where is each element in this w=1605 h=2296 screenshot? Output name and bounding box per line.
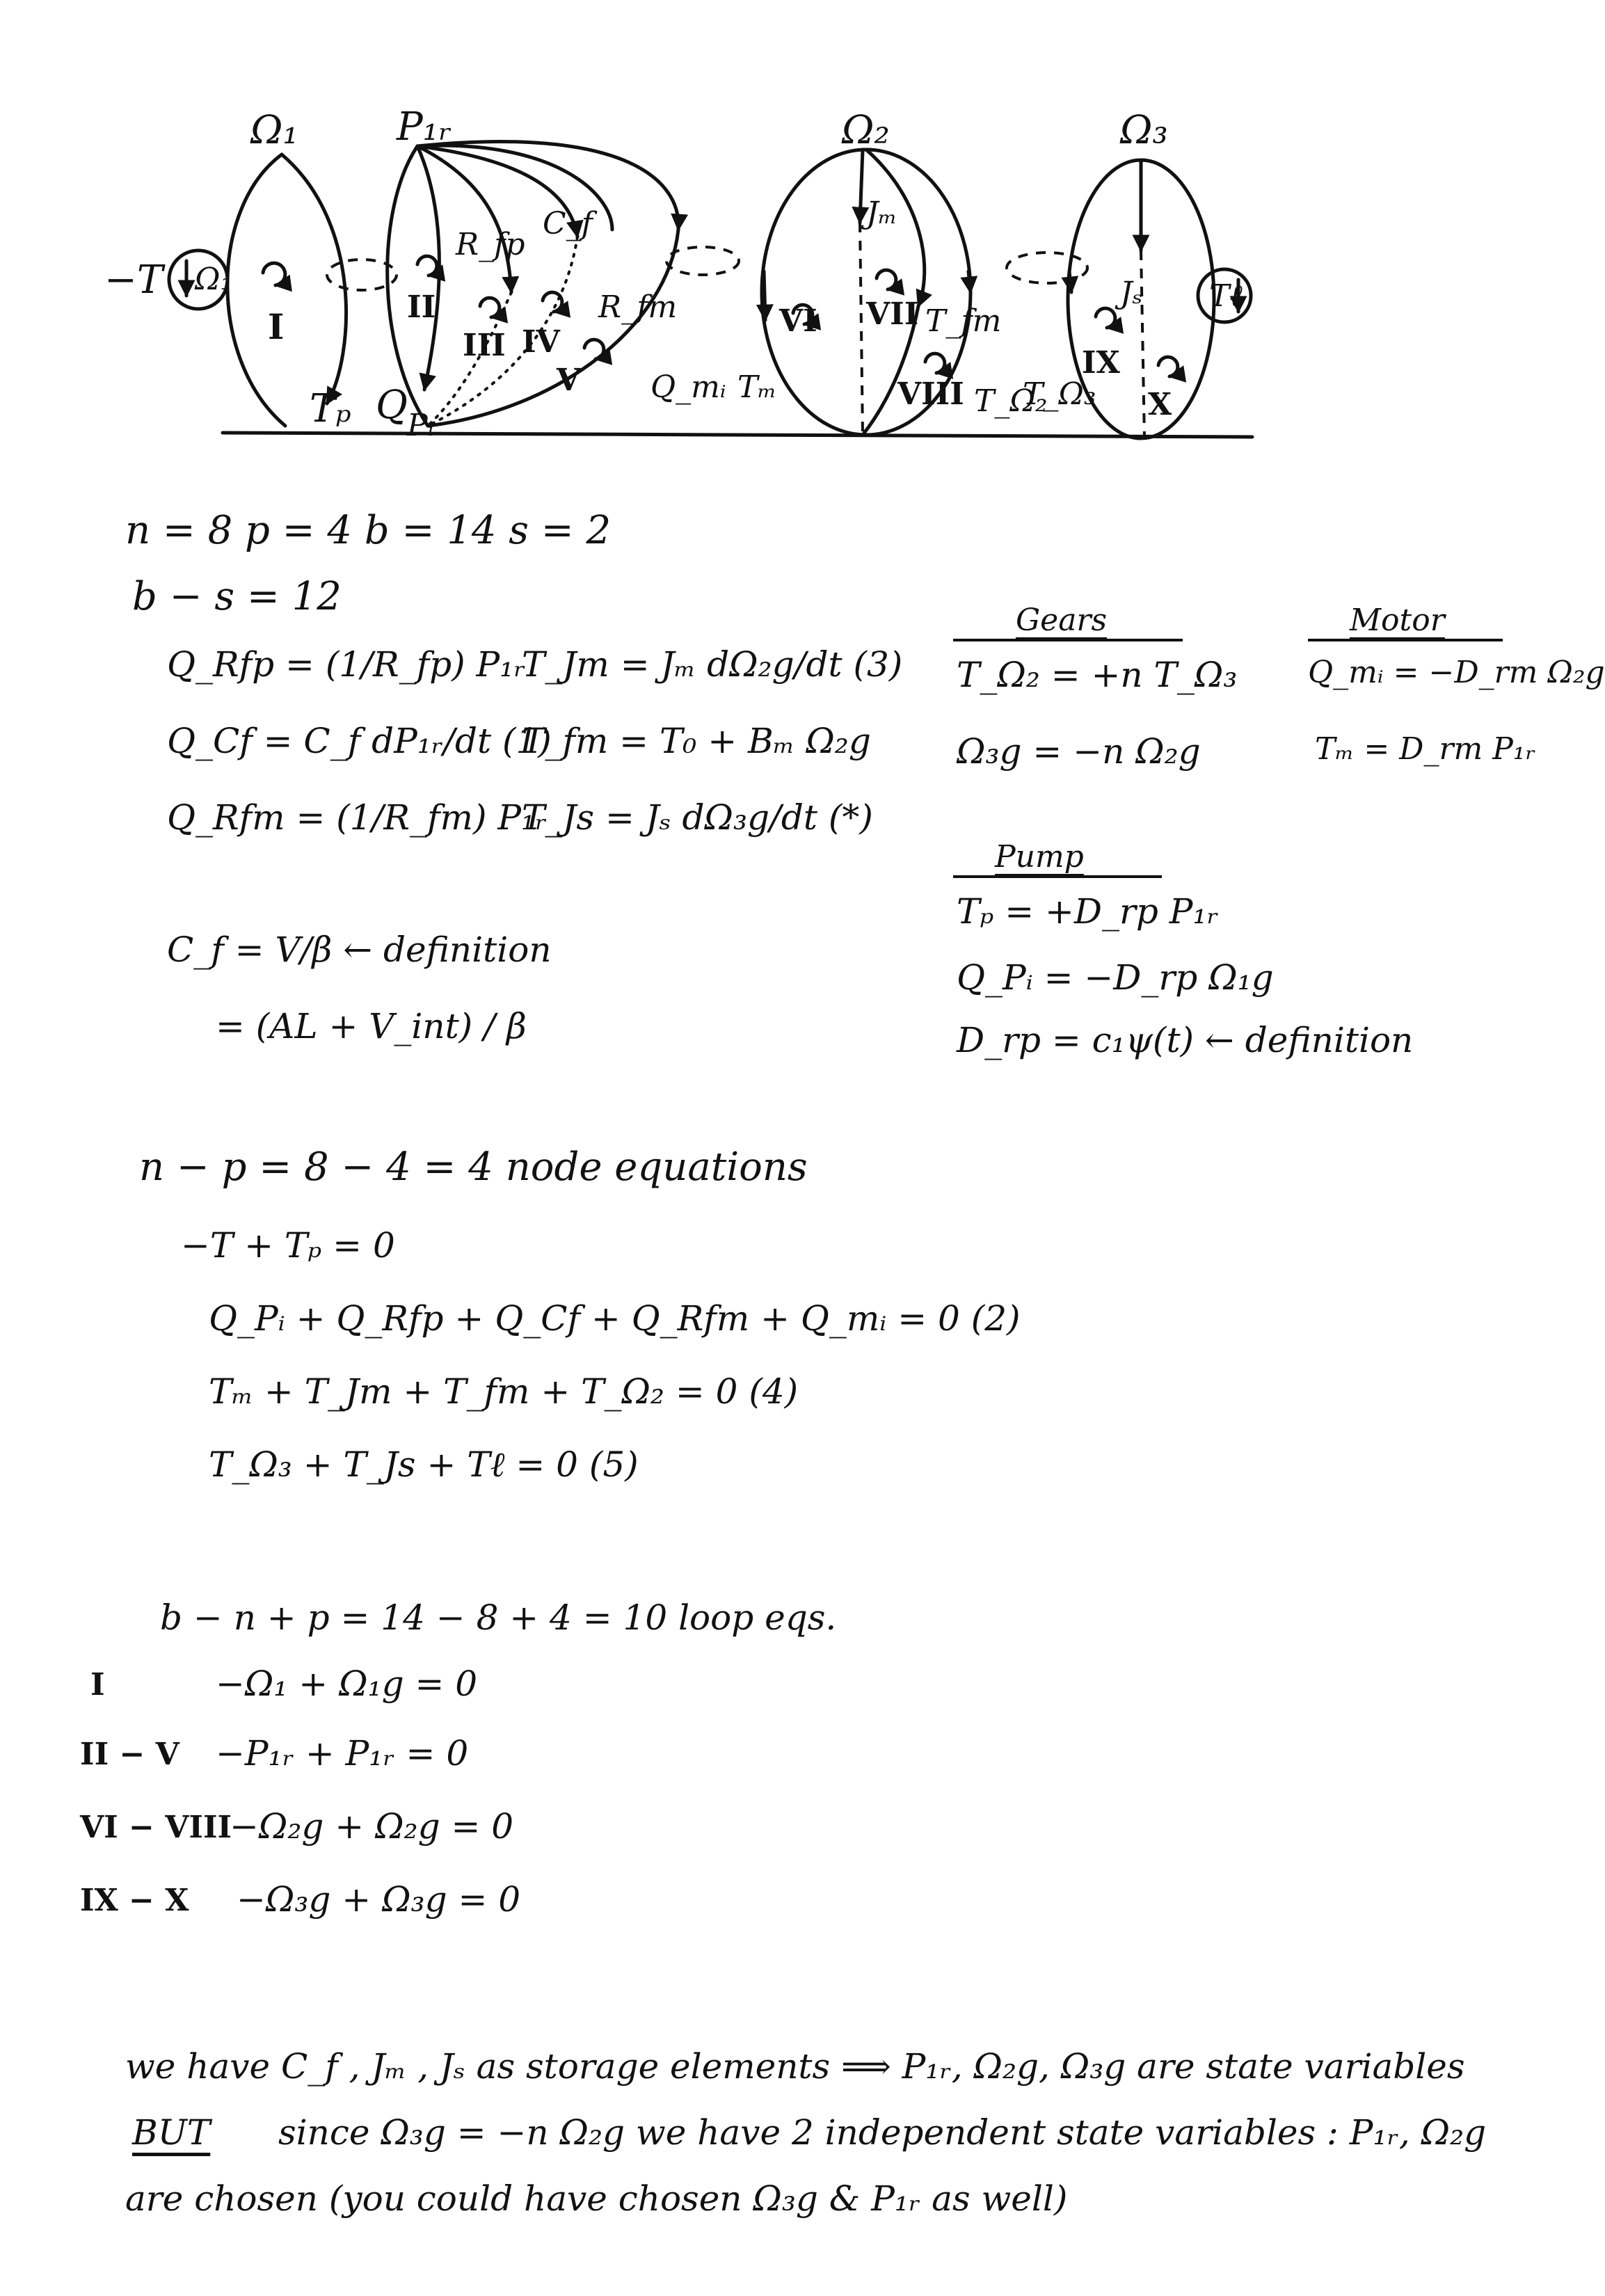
source-omega1-label: Ω₁ — [195, 262, 233, 297]
branch-rfm-label: R_fm — [598, 289, 678, 325]
motor-eq-1: Q_mᵢ = −D_rm Ω₂g — [1308, 655, 1605, 690]
branch-tp-label: Tₚ — [310, 386, 351, 431]
node-omega1-label: Ω₁ — [250, 108, 298, 153]
loop-5-label: V — [557, 362, 581, 398]
loop-1-label: I — [268, 306, 285, 347]
branch-source-omega1 — [227, 154, 285, 426]
branch-tomega3 — [1069, 271, 1071, 292]
node-eq-2: Q_Pᵢ + Q_Rfp + Q_Cf + Q_Rfm + Q_mᵢ = 0 (2) — [209, 1298, 1021, 1339]
branch-rfp-label: R_fp — [456, 227, 525, 262]
conclusion-line-3: are chosen (you could have chosen Ω₃g & P₁ᵣ as well) — [125, 2178, 1068, 2219]
pump-heading: Pump — [995, 839, 1084, 875]
eq-t-jm: T_Jm = Jₘ dΩ₂g/dt (3) — [522, 644, 903, 685]
branch-qmi-label: Q_mᵢ — [650, 369, 726, 405]
conclusion-line-1: we have C_f , Jₘ , Jₛ as storage elements ⟹ P₁ᵣ, Ω₂g, Ω₃g are state variables — [125, 2046, 1465, 2087]
conclusion-line-2: since Ω₃g = −n Ω₂g we have 2 independent state variables : P₁ᵣ, Ω₂g — [278, 2112, 1487, 2153]
node-p1r-label: P₁ᵣ — [397, 104, 452, 150]
gears-rule — [953, 639, 1183, 641]
loop-9-label: IX — [1082, 345, 1120, 381]
cf-def-line-2: = (AL + V_int) / β — [216, 1006, 527, 1046]
motor-heading: Motor — [1350, 603, 1445, 638]
pump-eq-1: Tₚ = +D_rp P₁ᵣ — [957, 891, 1219, 932]
loop-row-1-label: I — [90, 1667, 105, 1703]
loop-5-arrow — [584, 340, 604, 359]
loop-row-4-eq: −Ω₃g + Ω₃g = 0 — [237, 1879, 521, 1920]
branch-cf-label: C_f — [543, 206, 593, 241]
branch-qpi-sub-label: Pᵢ — [407, 408, 434, 443]
jm-return — [860, 223, 863, 435]
branch-tfm-label: T_fm — [925, 303, 1002, 339]
source-minus-t-label: −T — [104, 257, 163, 303]
branch-js-label: Jₛ — [1120, 276, 1143, 311]
branch-tp — [282, 154, 346, 404]
loop-7-label: VII — [866, 296, 919, 332]
eq-q-rfm: Q_Rfm = (1/R_fm) P₁ᵣ — [167, 797, 548, 838]
loop-8-label: VIII — [897, 376, 964, 412]
loop-3-label: III — [463, 328, 506, 363]
loop-row-3-eq: −Ω₂g + Ω₂g = 0 — [230, 1806, 514, 1847]
loop-row-1-eq: −Ω₁ + Ω₁g = 0 — [216, 1664, 478, 1704]
branch-tomega2-label: T_Ω₂ — [974, 383, 1048, 419]
branch-tomega3-label: T_Ω₃ — [1023, 376, 1096, 412]
loop-row-3-label: VI − VIII — [80, 1810, 232, 1845]
loop-10-arrow — [1158, 357, 1178, 376]
gear-coupling — [1007, 253, 1087, 283]
loop-3-arrow — [480, 298, 500, 317]
branch-jm — [860, 150, 863, 223]
eq-t-fm: T_fm = T₀ + Bₘ Ω₂g — [522, 721, 871, 761]
b-minus-s: b − s = 12 — [132, 574, 342, 619]
loop-row-4-label: IX − X — [80, 1883, 189, 1918]
loop-7-arrow — [877, 270, 896, 289]
eq-t-js: T_Js = Jₛ dΩ₃g/dt (*) — [522, 797, 873, 838]
loop-eq-heading: b − n + p = 14 − 8 + 4 = 10 loop eqs. — [160, 1597, 837, 1638]
loop-1-arrow — [263, 263, 285, 285]
node-omega3-label: Ω₃ — [1120, 108, 1168, 153]
node-eq-1: −T + Tₚ = 0 — [181, 1225, 395, 1266]
eq-q-rfp: Q_Rfp = (1/R_fp) P₁ᵣ — [167, 644, 526, 685]
loop-row-2-eq: −P₁ᵣ + P₁ᵣ = 0 — [216, 1733, 469, 1773]
loop-row-2-label: II − V — [80, 1737, 179, 1772]
branch-rfp — [417, 146, 511, 292]
ground-line — [223, 433, 1252, 437]
node-eq-heading: n − p = 8 − 4 = 4 node equations — [139, 1145, 808, 1190]
loop-9-arrow — [1096, 308, 1115, 328]
loop-4-arrow — [543, 292, 562, 312]
motor-coupling — [666, 247, 739, 275]
loop-2-label: II — [407, 289, 436, 325]
motor-rule — [1308, 639, 1503, 641]
cf-def-line-1: C_f = V/β ← definition — [167, 930, 552, 970]
branch-tomega2 — [968, 271, 971, 292]
branch-tm-label: Tₘ — [737, 369, 777, 405]
node-eq-4: T_Ω₃ + T_Js + Tℓ = 0 (5) — [209, 1444, 639, 1485]
pump-eq-2: Q_Pᵢ = −D_rp Ω₁g — [957, 957, 1274, 998]
node-omega2-label: Ω₂ — [842, 108, 890, 153]
loop-4-label: IV — [522, 324, 560, 360]
gears-eq-1: T_Ω₂ = +n T_Ω₃ — [957, 655, 1238, 695]
counts-line: n = 8 p = 4 b = 14 s = 2 — [125, 508, 612, 553]
pump-eq-3: D_rp = c₁ψ(t) ← definition — [957, 1020, 1414, 1060]
motor-eq-2: Tₘ = D_rm P₁ᵣ — [1315, 731, 1536, 767]
loop-10-label: X — [1148, 387, 1172, 422]
branch-qpi-label: Q — [376, 383, 408, 428]
source-tl-label: Tℓ — [1209, 278, 1243, 314]
loop-8-arrow — [925, 353, 945, 373]
node-eq-3: Tₘ + T_Jm + T_fm + T_Ω₂ = 0 (4) — [209, 1371, 799, 1412]
gears-heading: Gears — [1016, 603, 1108, 638]
gears-eq-2: Ω₃g = −n Ω₂g — [957, 731, 1201, 772]
branch-jm-label: Jₘ — [866, 196, 897, 231]
network-diagram — [0, 0, 1545, 487]
conclusion-but: BUT — [132, 2112, 211, 2153]
loop-2-arrow — [417, 256, 437, 276]
eq-q-cf: Q_Cf = C_f dP₁ᵣ/dt (1) — [167, 721, 552, 761]
loop-6-label: VI — [779, 303, 817, 339]
pump-rule — [953, 875, 1162, 878]
branch-tm — [764, 271, 765, 320]
